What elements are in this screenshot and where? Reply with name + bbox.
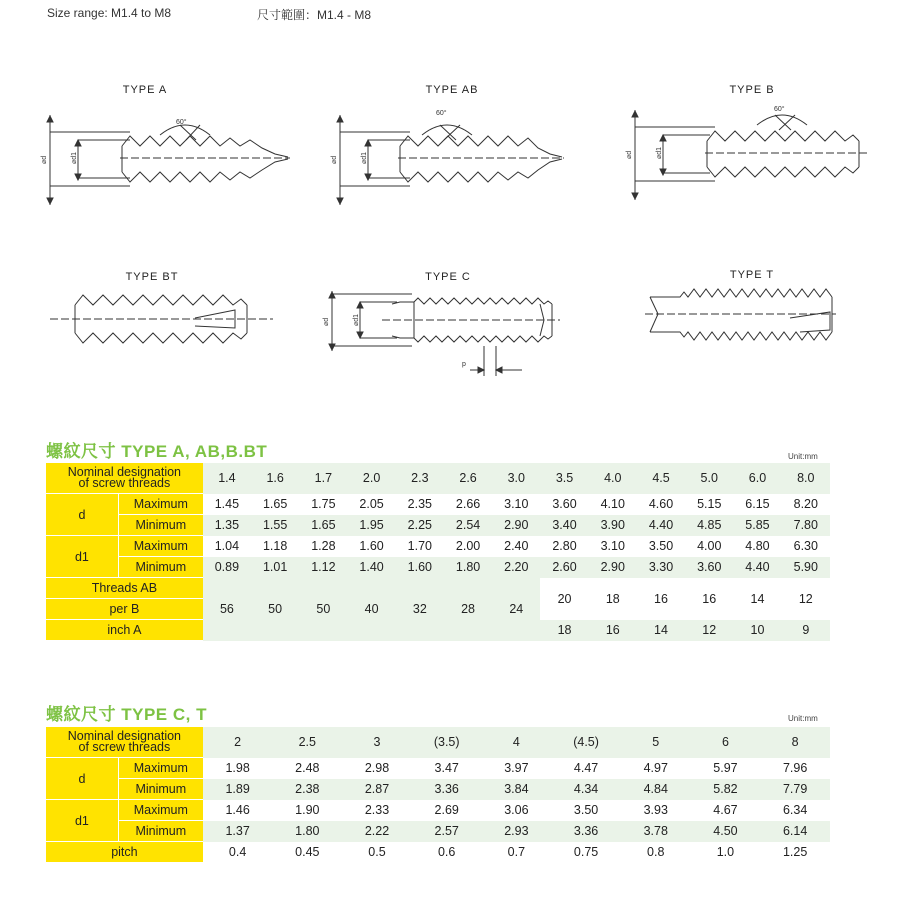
table1-d1-max-label: Maximum (118, 536, 202, 557)
table1-threads-label-2: per B (46, 599, 203, 620)
table1-d-min-cell: 4.40 (637, 515, 685, 536)
table2-d-min-cell: 2.87 (342, 779, 412, 800)
table1-d1-min-label: Minimum (118, 557, 202, 578)
type-c-od: ⌀d (323, 317, 330, 326)
table1-d-min-cell: 1.65 (299, 515, 347, 536)
size-range-zh: 尺寸範圍：M1.4 - M8 (257, 8, 372, 22)
table1-nominal-label-1: Nominal designation (67, 465, 182, 479)
table2-d1-min-cell: 4.50 (691, 821, 761, 842)
table2-d1-max-cell: 1.46 (203, 800, 273, 821)
type-t-drawing (640, 282, 840, 352)
table1-d-min-cell: 7.80 (782, 515, 830, 536)
table1-size-cell: 4.0 (589, 463, 637, 494)
type-c-od1: ⌀d1 (353, 313, 360, 326)
table1-d1-max-cell: 3.10 (589, 536, 637, 557)
table1-threads-b-cell: 16 (637, 578, 685, 620)
table2-unit: Unit:mm (788, 714, 818, 723)
label-type-b: TYPE B (729, 84, 775, 96)
table1-size-cell: 3.0 (492, 463, 540, 494)
table2-d-max-cell: 2.48 (272, 758, 342, 779)
table2-pitch-cell: 0.6 (412, 842, 482, 863)
table1-d-label: d (46, 494, 118, 536)
label-type-a: TYPE A (122, 84, 168, 96)
table1-size-cell: 1.4 (203, 463, 251, 494)
table1-d1-max-cell: 1.28 (299, 536, 347, 557)
table1-row-nominal (46, 463, 830, 494)
table1-d1-max-cell: 1.70 (396, 536, 444, 557)
table1-d-min-cell: 1.55 (251, 515, 299, 536)
table1-d1-min-cell: 1.01 (251, 557, 299, 578)
table2-pitch-cell: 0.8 (621, 842, 691, 863)
table2-d1-max-cell: 2.33 (342, 800, 412, 821)
table2-d1-max-cell: 2.69 (412, 800, 482, 821)
table1-d1-min-cell: 5.90 (782, 557, 830, 578)
table1-size-cell: 5.0 (685, 463, 733, 494)
table1-d1-max-cell: 4.80 (733, 536, 781, 557)
type-a-angle: 60° (176, 119, 187, 126)
table2-pitch-label: pitch (46, 842, 203, 863)
table1-d1-min-cell: 3.30 (637, 557, 685, 578)
table2-d-max-cell: 2.98 (342, 758, 412, 779)
table2-row-d-max (46, 758, 830, 779)
label-type-bt: TYPE BT (125, 271, 179, 283)
table1-d1-min-cell: 2.90 (589, 557, 637, 578)
table1-threads-ab-cell: 50 (251, 578, 299, 641)
table1-d-min-cell: 3.90 (589, 515, 637, 536)
table1-d-min-label: Minimum (118, 515, 202, 536)
type-b-od1: ⌀d1 (656, 146, 663, 159)
table2-d-min-cell: 1.89 (203, 779, 273, 800)
table1-d1-min-cell: 0.89 (203, 557, 251, 578)
table1-row-d1-min (46, 557, 830, 578)
table2-d-min-cell: 3.36 (412, 779, 482, 800)
table2-pitch-cell: 0.5 (342, 842, 412, 863)
table2-d1-label: d1 (46, 800, 118, 842)
table2-d1-min-cell: 1.80 (272, 821, 342, 842)
table2-d1-max-cell: 3.50 (551, 800, 621, 821)
table1-size-cell: 3.5 (540, 463, 588, 494)
table1-size-cell: 4.5 (637, 463, 685, 494)
table2-d-max-label: Maximum (118, 758, 202, 779)
type-a-od: ⌀d (41, 155, 48, 164)
table1-d-max-cell: 3.60 (540, 494, 588, 515)
table2-d1-max-cell: 4.67 (691, 800, 761, 821)
table2-title: 螺紋尺寸 TYPE C, T (46, 705, 207, 724)
table2-size-cell: 2 (203, 727, 273, 758)
table2-d-min-label: Minimum (118, 779, 202, 800)
table1-d-max-cell: 2.35 (396, 494, 444, 515)
type-b-angle: 60° (774, 106, 785, 113)
table1-threads-b-cell: 12 (782, 578, 830, 620)
table1 (46, 463, 830, 641)
table1-size-cell: 1.6 (251, 463, 299, 494)
table2-d1-max-label: Maximum (118, 800, 202, 821)
table1-d-max-cell: 1.45 (203, 494, 251, 515)
label-type-c: TYPE C (425, 271, 471, 283)
table2-d-min-cell: 5.82 (691, 779, 761, 800)
table1-d-max-label: Maximum (118, 494, 202, 515)
table2-d-max-cell: 7.96 (760, 758, 830, 779)
table1-threads-b-cell: 18 (589, 578, 637, 620)
table2-d-min-cell: 4.34 (551, 779, 621, 800)
table1-d-max-cell: 4.60 (637, 494, 685, 515)
table1-title: 螺紋尺寸 TYPE A, AB,B.BT (46, 442, 268, 461)
type-bt-drawing (45, 290, 280, 350)
table2-d1-min-cell: 3.36 (551, 821, 621, 842)
type-b-drawing (625, 105, 875, 205)
table2-size-cell: 5 (621, 727, 691, 758)
table1-d1-min-cell: 2.60 (540, 557, 588, 578)
table2-d-max-cell: 3.47 (412, 758, 482, 779)
table2-size-cell: 3 (342, 727, 412, 758)
table2-d-max-cell: 3.97 (482, 758, 552, 779)
type-ab-od: ⌀d (331, 155, 338, 164)
table1-d1-max-cell: 1.04 (203, 536, 251, 557)
table2-pitch-cell: 0.7 (482, 842, 552, 863)
table1-threads-ab-cell: 32 (396, 578, 444, 641)
table1-d1-max-cell: 2.40 (492, 536, 540, 557)
table2-size-cell: 6 (691, 727, 761, 758)
table1-d1-min-cell: 1.12 (299, 557, 347, 578)
table2-size-cell: (4.5) (551, 727, 621, 758)
table2-nominal-label-2: of screw threads (78, 740, 171, 754)
table1-unit: Unit:mm (788, 452, 818, 461)
table1-row-threads-ab (46, 578, 830, 599)
table2-d-label: d (46, 758, 118, 800)
table1-d-min-cell: 1.95 (347, 515, 395, 536)
table2-pitch-cell: 1.0 (691, 842, 761, 863)
table1-d1-min-cell: 3.60 (685, 557, 733, 578)
table2-d1-min-label: Minimum (118, 821, 202, 842)
table2-d1-min-cell: 6.14 (760, 821, 830, 842)
table2-d-max-cell: 4.47 (551, 758, 621, 779)
table2-d1-max-cell: 3.06 (482, 800, 552, 821)
table2-row-d1-min (46, 821, 830, 842)
table1-threads-ab-cell: 50 (299, 578, 347, 641)
table2-d1-min-cell: 3.78 (621, 821, 691, 842)
table1-d1-max-cell: 6.30 (782, 536, 830, 557)
table1-threads-a-cell: 14 (637, 620, 685, 641)
table2-d1-min-cell: 2.57 (412, 821, 482, 842)
table1-d-min-cell: 1.35 (203, 515, 251, 536)
table2-d1-min-cell: 1.37 (203, 821, 273, 842)
table1-d-max-cell: 8.20 (782, 494, 830, 515)
table1-threads-b-cell: 16 (685, 578, 733, 620)
table2-nominal-label-1: Nominal designation (67, 729, 182, 743)
table1-d1-label: d1 (46, 536, 118, 578)
table1-size-cell: 2.0 (347, 463, 395, 494)
table1-d1-max-cell: 1.60 (347, 536, 395, 557)
table2-pitch-cell: 0.75 (551, 842, 621, 863)
table1-d-min-cell: 4.85 (685, 515, 733, 536)
table2-d-max-cell: 5.97 (691, 758, 761, 779)
table2-nominal-label (46, 727, 203, 758)
table1-threads-b-cell: 20 (540, 578, 588, 620)
table1-d-min-cell: 2.54 (444, 515, 492, 536)
table1-d1-min-cell: 1.60 (396, 557, 444, 578)
table1-nominal-label-2: of screw threads (78, 476, 171, 490)
table1-threads-a-cell: 18 (540, 620, 588, 641)
table2-row-d-min (46, 779, 830, 800)
table1-d1-max-cell: 3.50 (637, 536, 685, 557)
table2-row-nominal (46, 727, 830, 758)
table1-threads-a-cell: 9 (782, 620, 830, 641)
type-a-drawing (40, 110, 300, 210)
table1-d-min-cell: 2.25 (396, 515, 444, 536)
table2-d-min-cell: 3.84 (482, 779, 552, 800)
table1-threads-b-cell: 14 (733, 578, 781, 620)
table2-row-d1-max (46, 800, 830, 821)
table2-size-cell: 2.5 (272, 727, 342, 758)
table2-pitch-cell: 0.45 (272, 842, 342, 863)
type-c-pitch: p (462, 361, 466, 368)
table1-d-min-cell: 2.90 (492, 515, 540, 536)
table2-pitch-cell: 0.4 (203, 842, 273, 863)
table1-size-cell: 1.7 (299, 463, 347, 494)
table2-size-cell: (3.5) (412, 727, 482, 758)
table1-d1-max-cell: 4.00 (685, 536, 733, 557)
type-a-od1: ⌀d1 (71, 151, 78, 164)
table1-nominal-label (46, 463, 203, 494)
table2-size-cell: 4 (482, 727, 552, 758)
table1-size-cell: 2.6 (444, 463, 492, 494)
type-b-od: ⌀d (626, 150, 633, 159)
table2-d-min-cell: 4.84 (621, 779, 691, 800)
table1-threads-label-1: Threads AB (46, 578, 203, 599)
table2-d1-min-cell: 2.22 (342, 821, 412, 842)
table1-d1-min-cell: 1.40 (347, 557, 395, 578)
table1-threads-a-cell: 16 (589, 620, 637, 641)
table2-d1-max-cell: 3.93 (621, 800, 691, 821)
table1-d-max-cell: 1.75 (299, 494, 347, 515)
table1-threads-ab-cell: 24 (492, 578, 540, 641)
table1-threads-a-cell: 10 (733, 620, 781, 641)
table1-d-max-cell: 4.10 (589, 494, 637, 515)
table1-d1-max-cell: 1.18 (251, 536, 299, 557)
table1-row-d-min (46, 515, 830, 536)
table1-d1-max-cell: 2.00 (444, 536, 492, 557)
table1-size-cell: 6.0 (733, 463, 781, 494)
table1-d-min-cell: 3.40 (540, 515, 588, 536)
label-type-ab: TYPE AB (425, 84, 479, 96)
type-c-drawing (322, 286, 562, 386)
label-type-t: TYPE T (729, 269, 775, 281)
table1-d-max-cell: 6.15 (733, 494, 781, 515)
table1-d-max-cell: 3.10 (492, 494, 540, 515)
table1-d1-min-cell: 2.20 (492, 557, 540, 578)
table1-threads-label-3: inch A (46, 620, 203, 641)
table1-d-min-cell: 5.85 (733, 515, 781, 536)
table2-row-pitch (46, 842, 830, 863)
table2-d-max-cell: 1.98 (203, 758, 273, 779)
table2-size-cell: 8 (760, 727, 830, 758)
table2-d1-max-cell: 6.34 (760, 800, 830, 821)
table1-threads-ab-cell: 28 (444, 578, 492, 641)
table1-d1-max-cell: 2.80 (540, 536, 588, 557)
table2-d1-min-cell: 2.93 (482, 821, 552, 842)
table1-row-d1-max (46, 536, 830, 557)
table1-d1-min-cell: 1.80 (444, 557, 492, 578)
table1-threads-ab-cell: 56 (203, 578, 251, 641)
table1-size-cell: 2.3 (396, 463, 444, 494)
table2-pitch-cell: 1.25 (760, 842, 830, 863)
table2-d-min-cell: 7.79 (760, 779, 830, 800)
table2-d-min-cell: 2.38 (272, 779, 342, 800)
type-ab-od1: ⌀d1 (361, 151, 368, 164)
table1-d-max-cell: 2.66 (444, 494, 492, 515)
type-ab-angle: 60° (436, 110, 447, 117)
table1-size-cell: 8.0 (782, 463, 830, 494)
table2 (46, 727, 830, 863)
table1-threads-a-cell: 12 (685, 620, 733, 641)
table1-d1-min-cell: 4.40 (733, 557, 781, 578)
table1-row-d-max (46, 494, 830, 515)
table1-d-max-cell: 1.65 (251, 494, 299, 515)
table2-d-max-cell: 4.97 (621, 758, 691, 779)
table1-d-max-cell: 5.15 (685, 494, 733, 515)
table2-d1-max-cell: 1.90 (272, 800, 342, 821)
type-ab-drawing (330, 110, 580, 210)
size-range-en: Size range: M1.4 to M8 (47, 6, 172, 20)
table1-threads-ab-cell: 40 (347, 578, 395, 641)
table1-d-max-cell: 2.05 (347, 494, 395, 515)
